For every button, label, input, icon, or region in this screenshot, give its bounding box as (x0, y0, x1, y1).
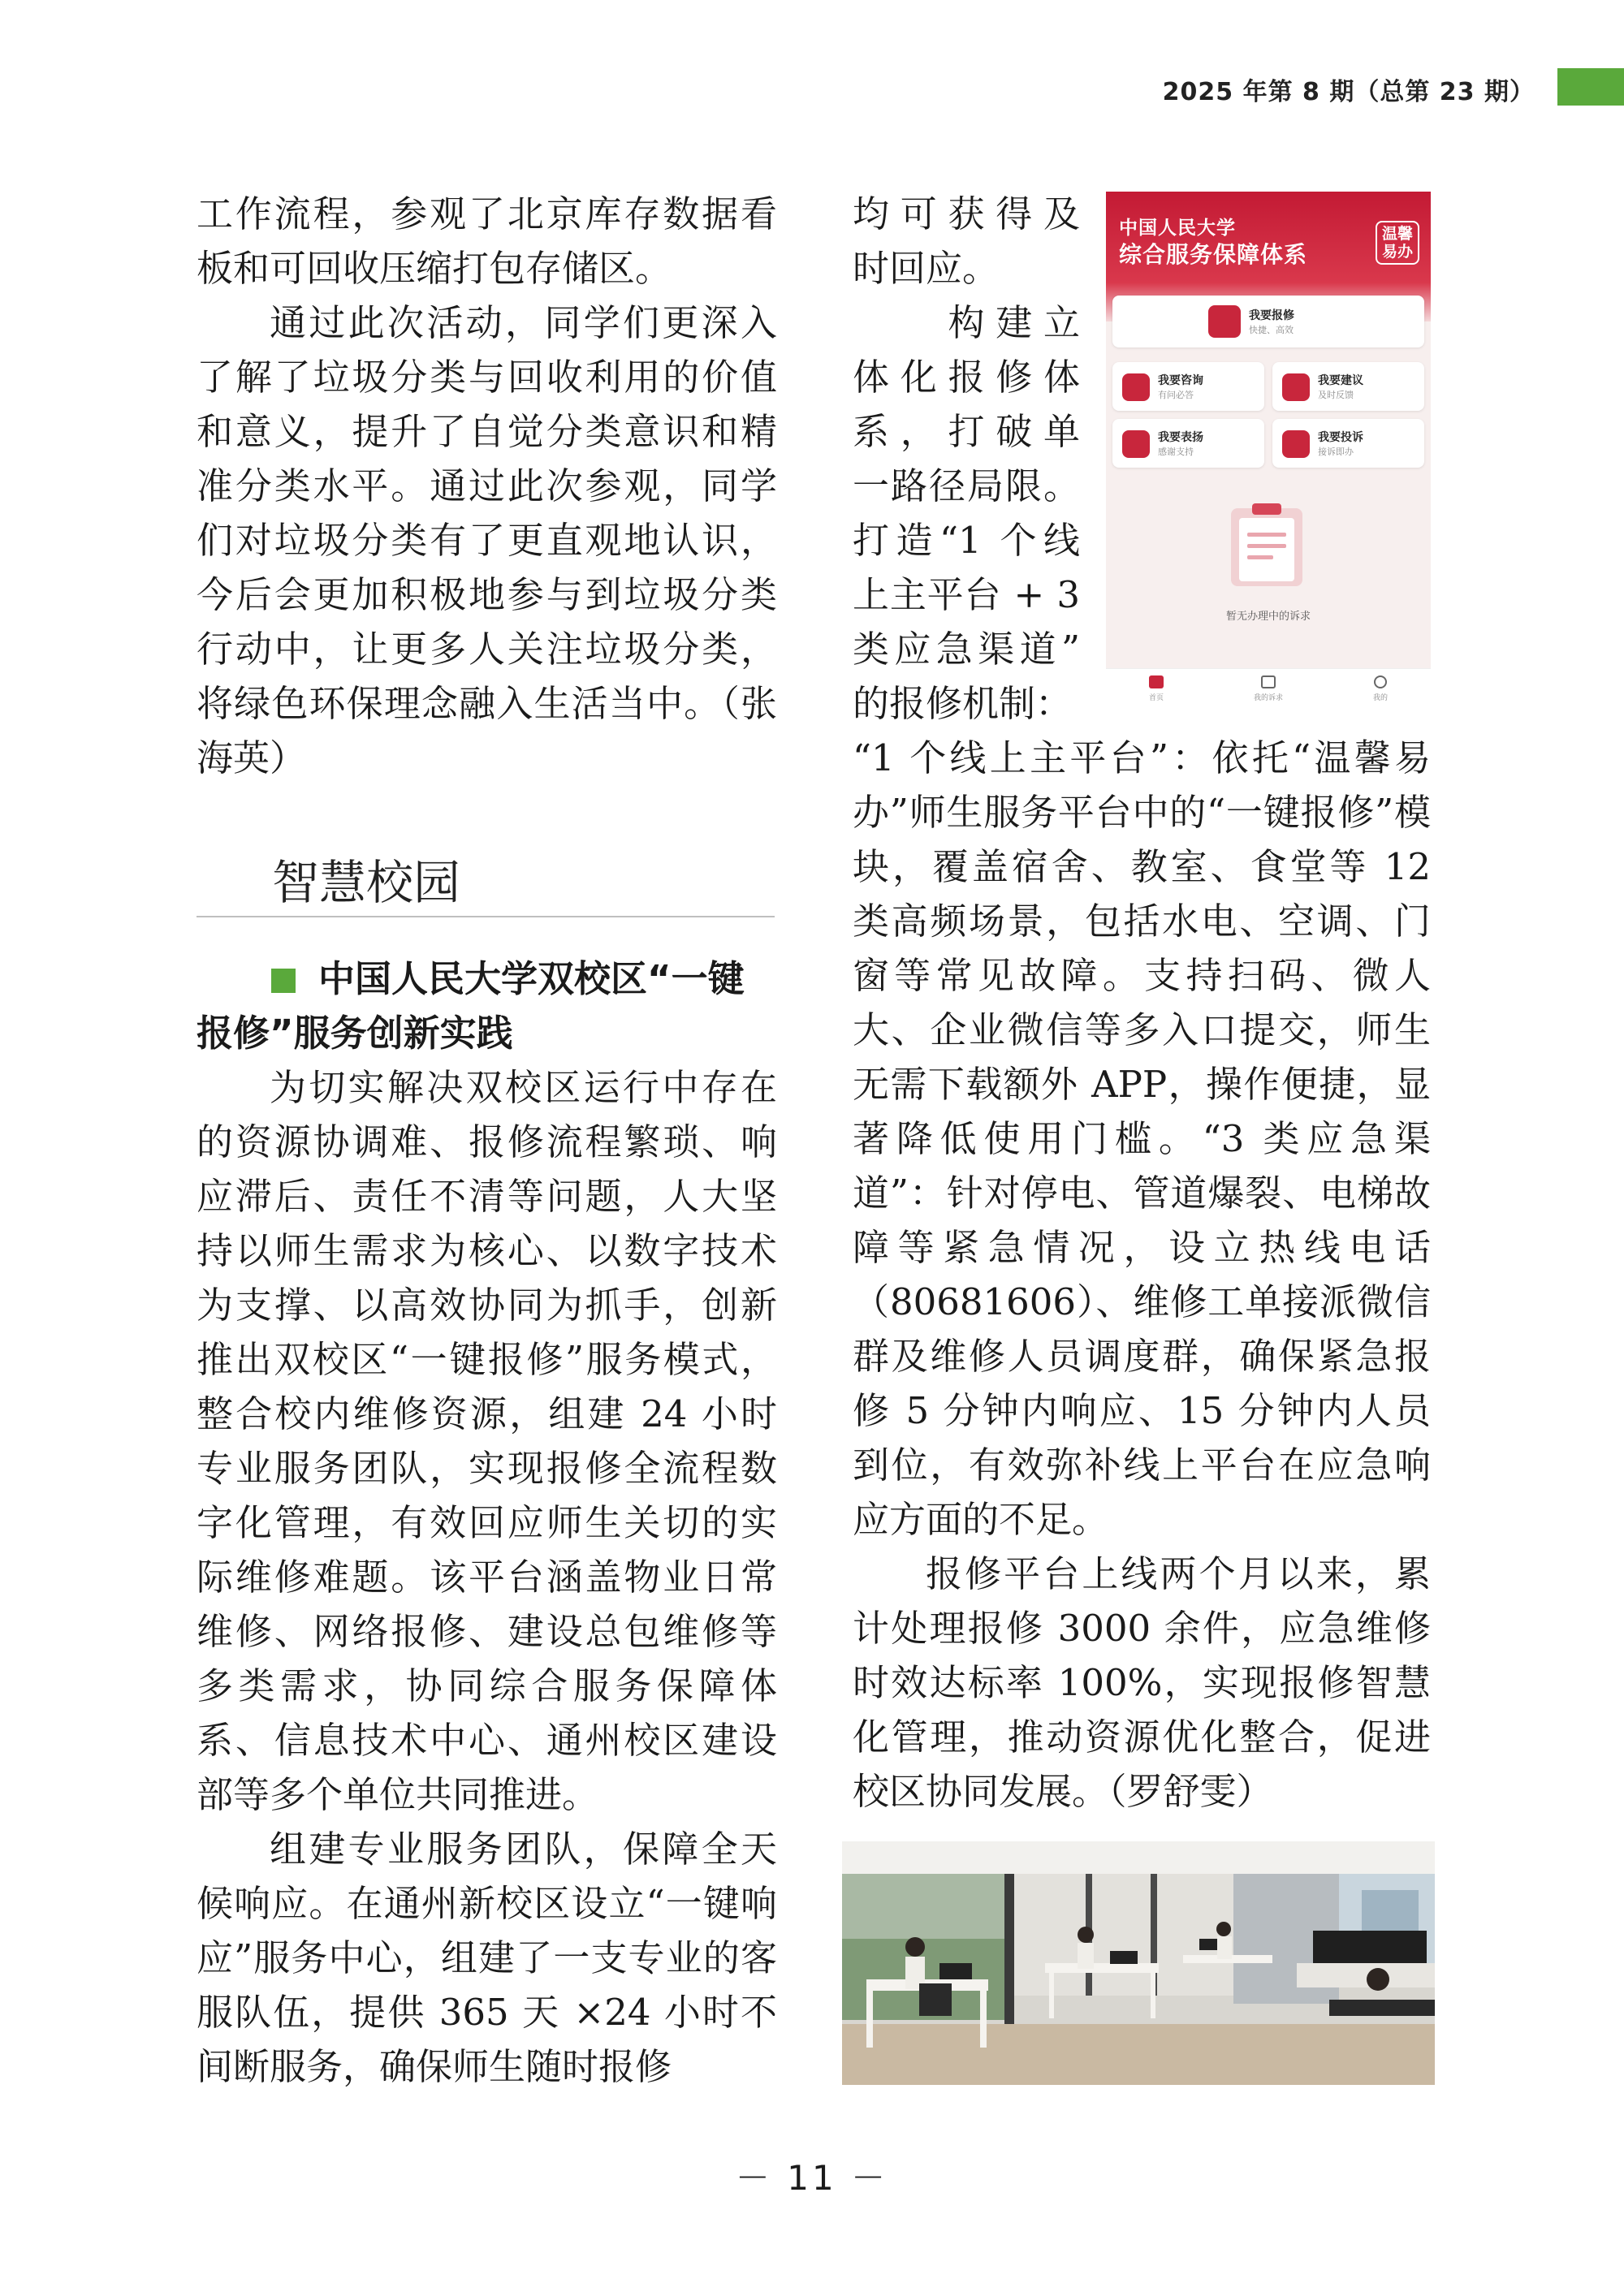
paragraph: 通过此次活动，同学们更深入了解了垃圾分类与回收利用的价值和意义，提升了自觉分类意识和精准分类水平。通过此次参观，同学们对垃圾分类有了更直观地认识，今后会更加积极地参与到垃圾分类行动中，让更多人关注垃圾分类，将绿色环保理念融入生活当中。（张海英） (197, 301, 777, 779)
chat-icon (1122, 373, 1150, 401)
card-title: 我要建议 (1318, 374, 1363, 387)
text-line: 上主平台 + 3 (853, 573, 1080, 616)
card-title: 我要报修 (1249, 309, 1294, 322)
article-title-text: 中国人民大学双校区“一键报修”服务创新实践 (197, 957, 745, 1055)
card-title: 我要投诉 (1318, 431, 1363, 444)
article-title (197, 952, 777, 1060)
app-screenshot (1106, 192, 1431, 711)
repair-tools-icon (1208, 305, 1241, 338)
complaint-card[interactable] (1272, 419, 1424, 468)
text-line: 均可获得及 (853, 192, 1080, 235)
thumbs-up-icon (1122, 430, 1150, 458)
card-subtitle: 快捷、高效 (1249, 325, 1294, 335)
service-center-photo (842, 1841, 1435, 2085)
tab-label: 首页 (1148, 694, 1164, 702)
text-line: 时回应。 (853, 247, 1000, 290)
suggest-icon (1282, 373, 1310, 401)
section-divider (197, 916, 775, 917)
text-line: 构建立 (853, 301, 1080, 344)
text-line: 打造“1 个线 (853, 519, 1080, 562)
tab-label: 我的 (1372, 694, 1388, 702)
tab-my-requests[interactable] (1244, 675, 1293, 702)
mail-icon (1282, 430, 1310, 458)
text-line: 类应急渠道” (853, 628, 1080, 671)
paragraph: 报修平台上线两个月以来，累计处理报修 3000 余件，应急维修时效达标率 100%，实现报修智慧化管理，推动资源优化整合，促进校区协同发展。（罗舒雯） (853, 1552, 1431, 1813)
article-body-left (197, 1060, 777, 2094)
card-title: 我要表扬 (1158, 431, 1203, 444)
text-line: 体化报修体 (853, 356, 1080, 399)
card-subtitle: 及时反馈 (1318, 390, 1354, 400)
card-title: 我要咨询 (1158, 374, 1203, 387)
text-line: 的报修机制： (853, 682, 1073, 725)
app-badge: 温馨易办 (1376, 221, 1419, 265)
card-subtitle: 感谢支持 (1158, 447, 1194, 457)
clipboard-icon (1228, 500, 1306, 589)
page-number: － 11 － (735, 2158, 889, 2198)
paragraph: 工作流程，参观了北京库存数据看板和可回收压缩打包存储区。 (197, 192, 777, 290)
app-title-line1: 中国人民大学 (1119, 218, 1236, 239)
list-icon (1261, 675, 1276, 688)
suggest-card[interactable] (1272, 362, 1424, 411)
left-column-top (197, 187, 777, 785)
app-title-line2: 综合服务保障体系 (1119, 241, 1308, 268)
repair-card[interactable] (1112, 296, 1424, 347)
text-line: 系，打破单 (853, 410, 1080, 453)
header-green-tab (1557, 68, 1624, 106)
card-subtitle: 有问必答 (1158, 390, 1194, 400)
empty-state-text: 暂无办理中的诉求 (1225, 611, 1311, 623)
tab-home[interactable] (1132, 675, 1181, 702)
section-title: 智慧校园 (272, 855, 461, 910)
text-line: 一路径局限。 (853, 464, 1080, 507)
tab-profile[interactable] (1356, 675, 1405, 702)
article-body-right-narrow (853, 187, 1080, 731)
praise-card[interactable] (1112, 419, 1264, 468)
user-icon (1374, 675, 1387, 688)
green-square-icon (271, 969, 296, 993)
paragraph: 组建专业服务团队，保障全天候响应。在通州新校区设立“一键响应”服务中心，组建了一支专业的客服队伍，提供 365 天 ×24 小时不间断服务，确保师生随时报修 (197, 1828, 777, 2088)
paragraph: “1 个线上主平台”：依托“温馨易办”师生服务平台中的“一键报修”模块，覆盖宿舍、教室、食堂等 12 类高频场景，包括水电、空调、门窗等常见故障。支持扫码、微人大、企业微信等多入口提交，师生无需下载额外 APP，操作便捷，显著降低使用门槛。“3 类应急渠道”：针对停电、管道爆裂、电梯故障等紧急情况，设立热线电话（80681606）、维修工单接派微信群及维修人员调度群，确保紧急报修 5 分钟内响应、15 分钟内人员到位，有效弥补线上平台在应急响应方面的不足。 (853, 736, 1431, 1541)
article-body-right (853, 731, 1431, 1819)
paragraph: 为切实解决双校区运行中存在的资源协调难、报修流程繁琐、响应滞后、责任不清等问题，人大坚持以师生需求为核心、以数字技术为支撑、以高效协同为抓手，创新推出双校区“一键报修”服务模式，整合校内维修资源，组建 24 小时专业服务团队，实现报修全流程数字化管理，有效回应师生关切的实际维修难题。该平台涵盖物业日常维修、网络报修、建设总包维修等多类需求，协同综合服务保障体系、信息技术中心、通州校区建设部等多个单位共同推进。 (197, 1066, 777, 1816)
consult-card[interactable] (1112, 362, 1264, 411)
card-subtitle: 接诉即办 (1318, 447, 1354, 457)
tab-label: 我的诉求 (1253, 694, 1283, 702)
app-tabbar (1106, 668, 1431, 711)
issue-label: 2025 年第 8 期（总第 23 期） (1162, 78, 1535, 106)
home-icon (1149, 675, 1164, 688)
